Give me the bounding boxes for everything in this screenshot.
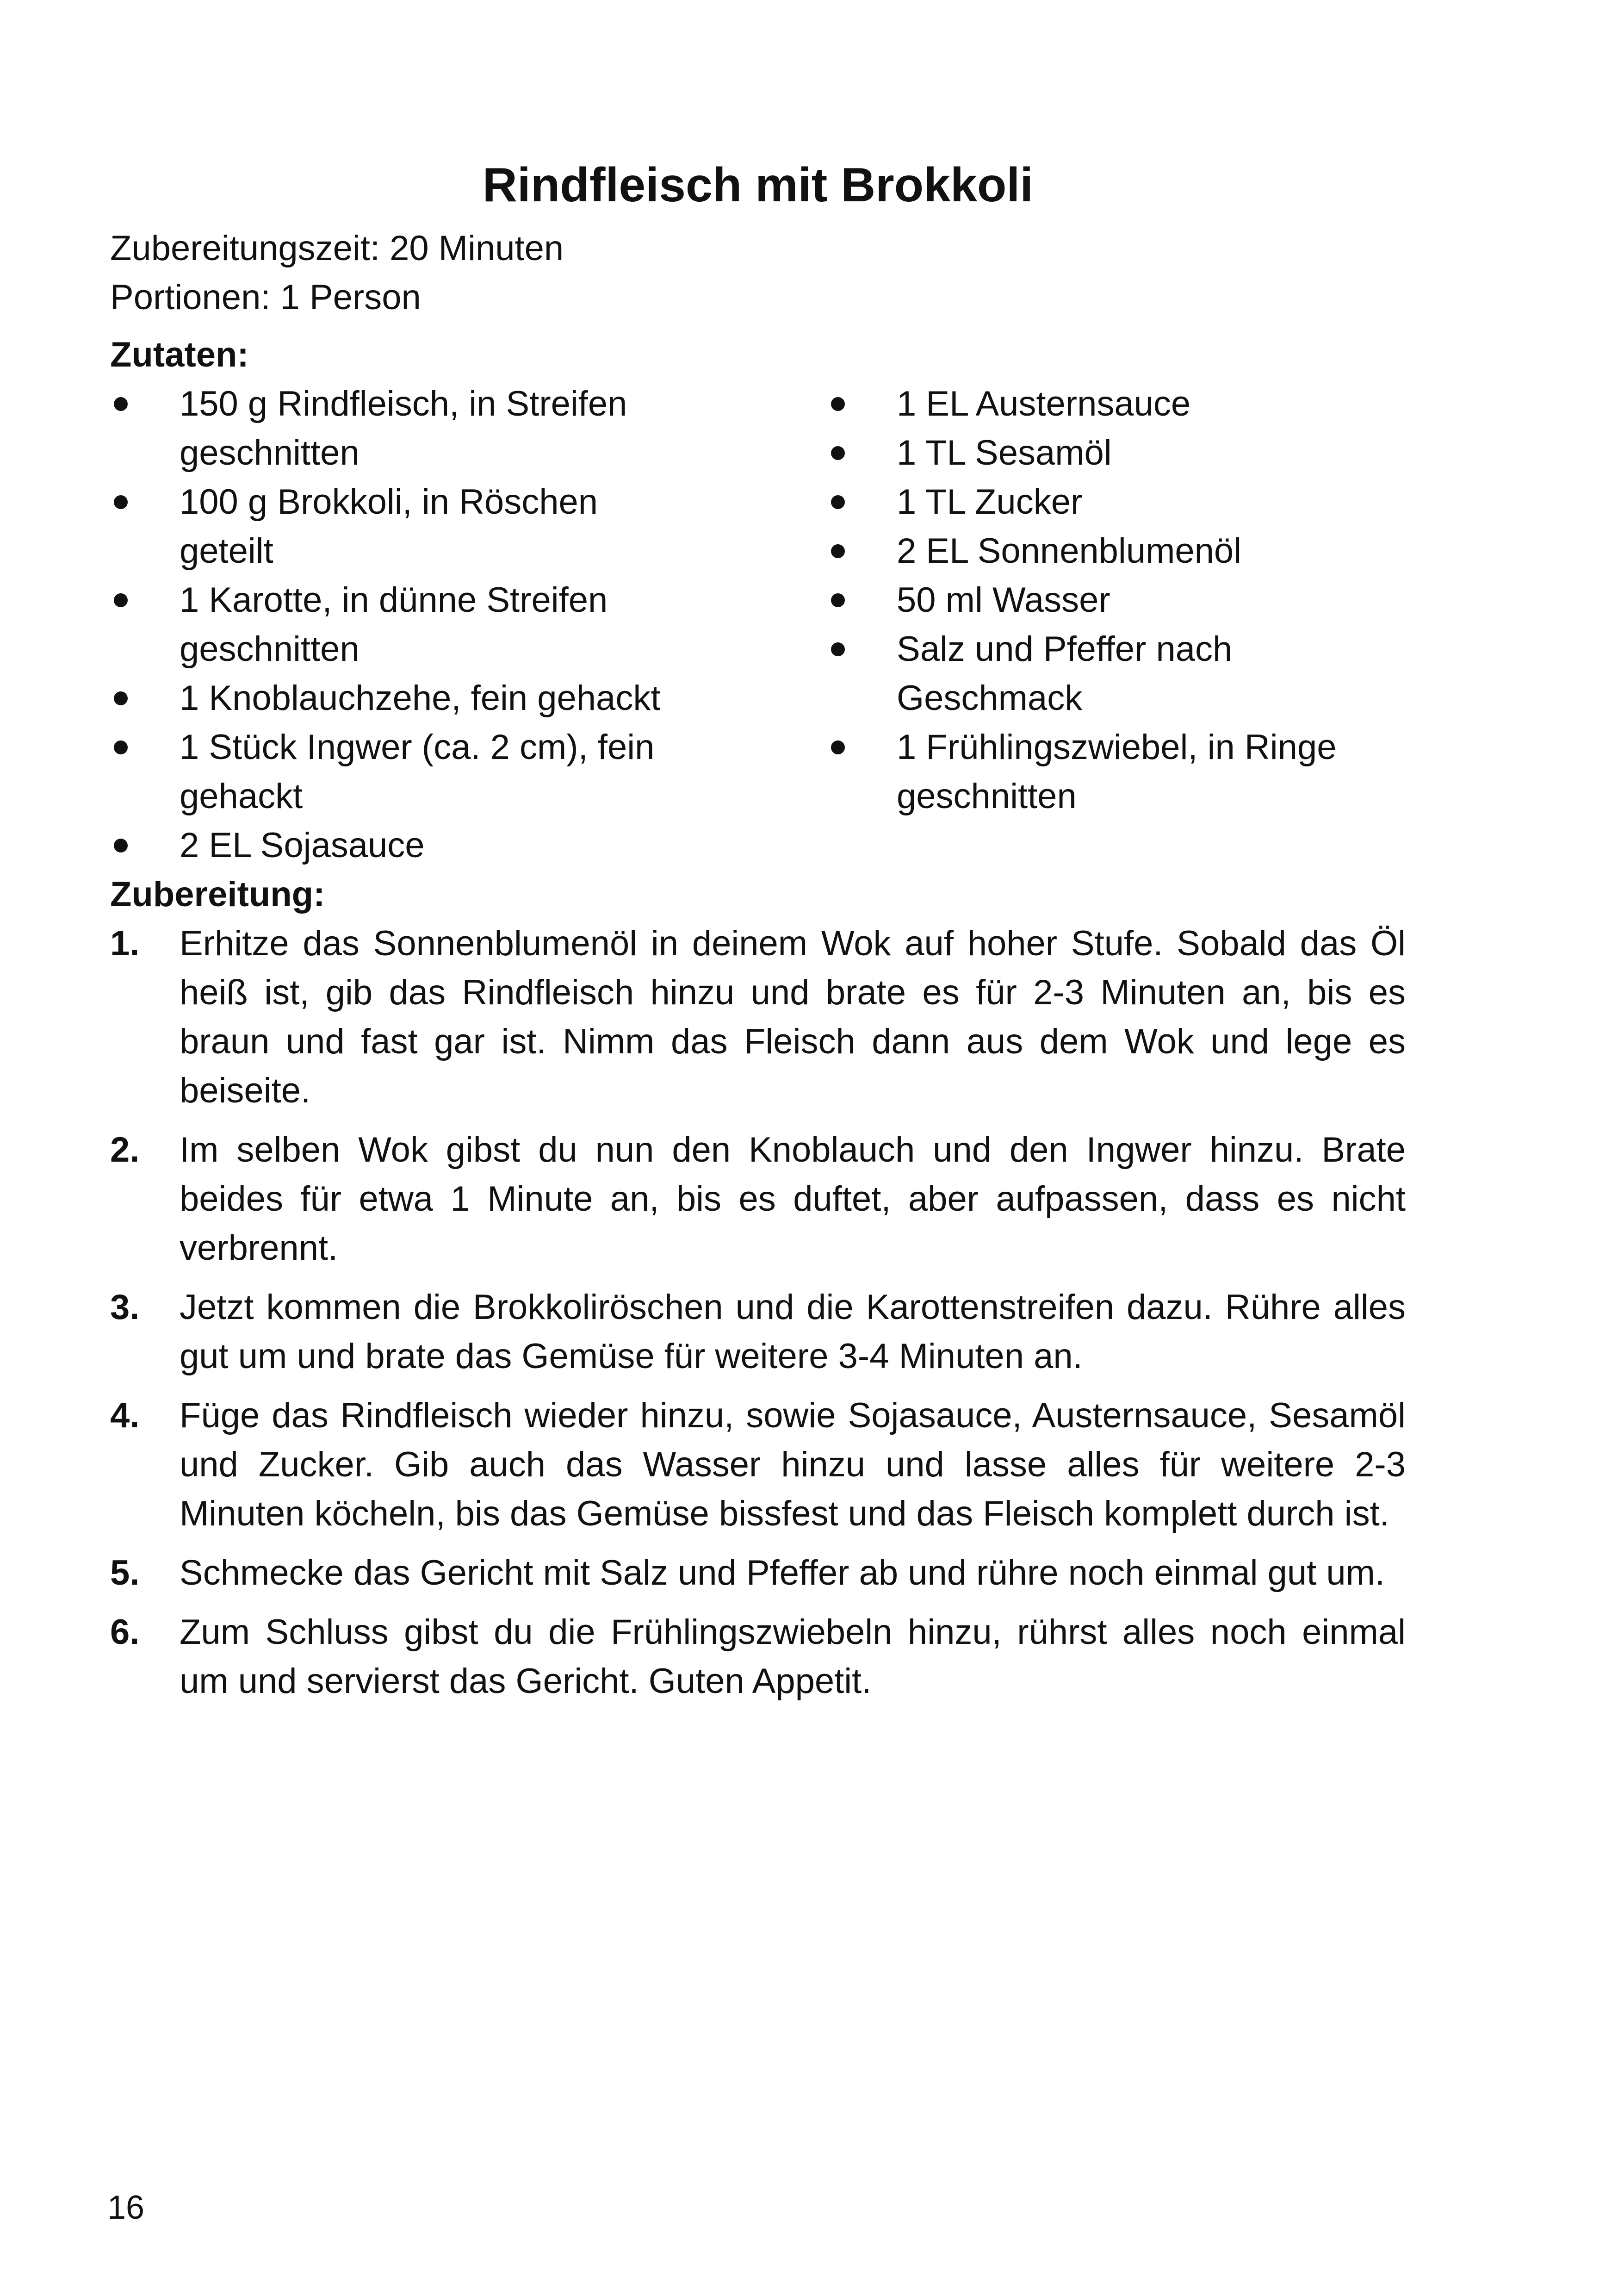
ingredient-text: 2 EL Sonnenblumenöl — [897, 531, 1242, 571]
bullet-icon — [831, 544, 845, 558]
ingredient-text: Salz und Pfeffer nach Geschmack — [897, 629, 1233, 718]
ingredient-text: 1 Stück Ingwer (ca. 2 cm), fein gehackt — [180, 728, 655, 816]
bullet-icon — [831, 446, 845, 460]
ingredient-item — [827, 723, 1406, 821]
bullet-icon — [114, 397, 128, 411]
step-number: 5. — [110, 1553, 140, 1593]
ingredient-item — [110, 723, 688, 821]
ingredient-item — [110, 821, 688, 870]
ingredients-column-right — [827, 380, 1406, 870]
ingredient-text: 1 Knoblauchzehe, fein gehackt — [180, 678, 661, 718]
ingredient-text: 50 ml Wasser — [897, 580, 1110, 620]
step-number: 1. — [110, 924, 140, 963]
bullet-icon — [831, 642, 845, 656]
bullet-icon — [114, 740, 128, 754]
step-item — [110, 1283, 1406, 1381]
step-text: Zum Schluss gibst du die Frühlingszwiebeln hinzu, rührst alles noch einmal um und servierst das Gericht. Guten Appetit. — [180, 1612, 1406, 1701]
ingredient-text: 1 EL Austernsauce — [897, 384, 1191, 423]
ingredient-item — [110, 576, 688, 674]
ingredient-item — [827, 380, 1406, 429]
servings: Portionen: 1 Person — [110, 278, 421, 317]
ingredient-text: 1 Karotte, in dünne Streifen geschnitten — [180, 580, 608, 669]
ingredients-list — [110, 380, 1406, 870]
bullet-icon — [114, 593, 128, 607]
bullet-icon — [831, 593, 845, 607]
ingredient-text: 1 TL Zucker — [897, 482, 1083, 522]
bullet-icon — [831, 740, 845, 754]
ingredient-item — [827, 576, 1406, 625]
bullet-icon — [831, 397, 845, 411]
bullet-icon — [114, 691, 128, 705]
recipe-page — [110, 153, 1406, 1716]
ingredient-text: 1 TL Sesamöl — [897, 433, 1112, 473]
step-item — [110, 1126, 1406, 1273]
step-number: 3. — [110, 1288, 140, 1327]
step-number: 2. — [110, 1130, 140, 1170]
ingredient-item — [827, 429, 1406, 478]
steps-list — [110, 919, 1406, 1706]
step-item — [110, 919, 1406, 1115]
ingredient-text: 150 g Rindfleisch, in Streifen geschnitten — [180, 384, 627, 473]
step-text: Im selben Wok gibst du nun den Knoblauch und den Ingwer hinzu. Brate beides für etwa 1 Minute an, bis es duftet, aber aufpassen, dass es nicht verbrennt. — [180, 1130, 1406, 1268]
recipe-title: Rindfleisch mit Brokkoli — [482, 158, 1034, 212]
ingredient-item — [827, 527, 1406, 576]
step-number: 4. — [110, 1396, 140, 1435]
prep-time: Zubereitungszeit: 20 Minuten — [110, 229, 564, 268]
ingredient-item — [110, 478, 688, 576]
steps-heading: Zubereitung: — [110, 875, 325, 914]
step-text: Erhitze das Sonnenblumenöl in deinem Wok auf hoher Stufe. Sobald das Öl heiß ist, gib das Rindfleisch hinzu und brate es für 2-3 Minuten an, bis es braun und fast gar ist. Nimm das Fleisch dann aus dem Wok und lege es beiseite. — [180, 924, 1406, 1110]
page-number: 16 — [107, 2189, 145, 2226]
ingredient-text: 2 EL Sojasauce — [180, 826, 425, 865]
step-item — [110, 1391, 1406, 1538]
ingredient-text: 1 Frühlingszwiebel, in Ringe geschnitten — [897, 728, 1337, 816]
ingredient-text: 100 g Brokkoli, in Röschen geteilt — [180, 482, 598, 571]
step-text: Füge das Rindfleisch wieder hinzu, sowie Sojasauce, Austernsauce, Sesamöl und Zucker. Gib auch das Wasser hinzu und lasse alles für weitere 2-3 Minuten köcheln, bis das Gemüse bissfest und das Fleisch komplett durch ist. — [180, 1396, 1406, 1533]
bullet-icon — [114, 839, 128, 852]
ingredients-heading: Zutaten: — [110, 335, 249, 374]
ingredient-item — [827, 478, 1406, 527]
step-text: Schmecke das Gericht mit Salz und Pfeffer ab und rühre noch einmal gut um. — [180, 1553, 1385, 1593]
step-item — [110, 1549, 1406, 1598]
bullet-icon — [831, 495, 845, 509]
bullet-icon — [114, 495, 128, 509]
step-item — [110, 1608, 1406, 1706]
ingredient-item — [110, 674, 688, 723]
step-text: Jetzt kommen die Brokkoliröschen und die Karottenstreifen dazu. Rühre alles gut um und brate das Gemüse für weitere 3-4 Minuten an. — [180, 1288, 1406, 1376]
ingredients-column-left — [110, 380, 688, 870]
step-number: 6. — [110, 1612, 140, 1652]
ingredient-item — [110, 380, 688, 478]
ingredient-item — [827, 625, 1406, 723]
